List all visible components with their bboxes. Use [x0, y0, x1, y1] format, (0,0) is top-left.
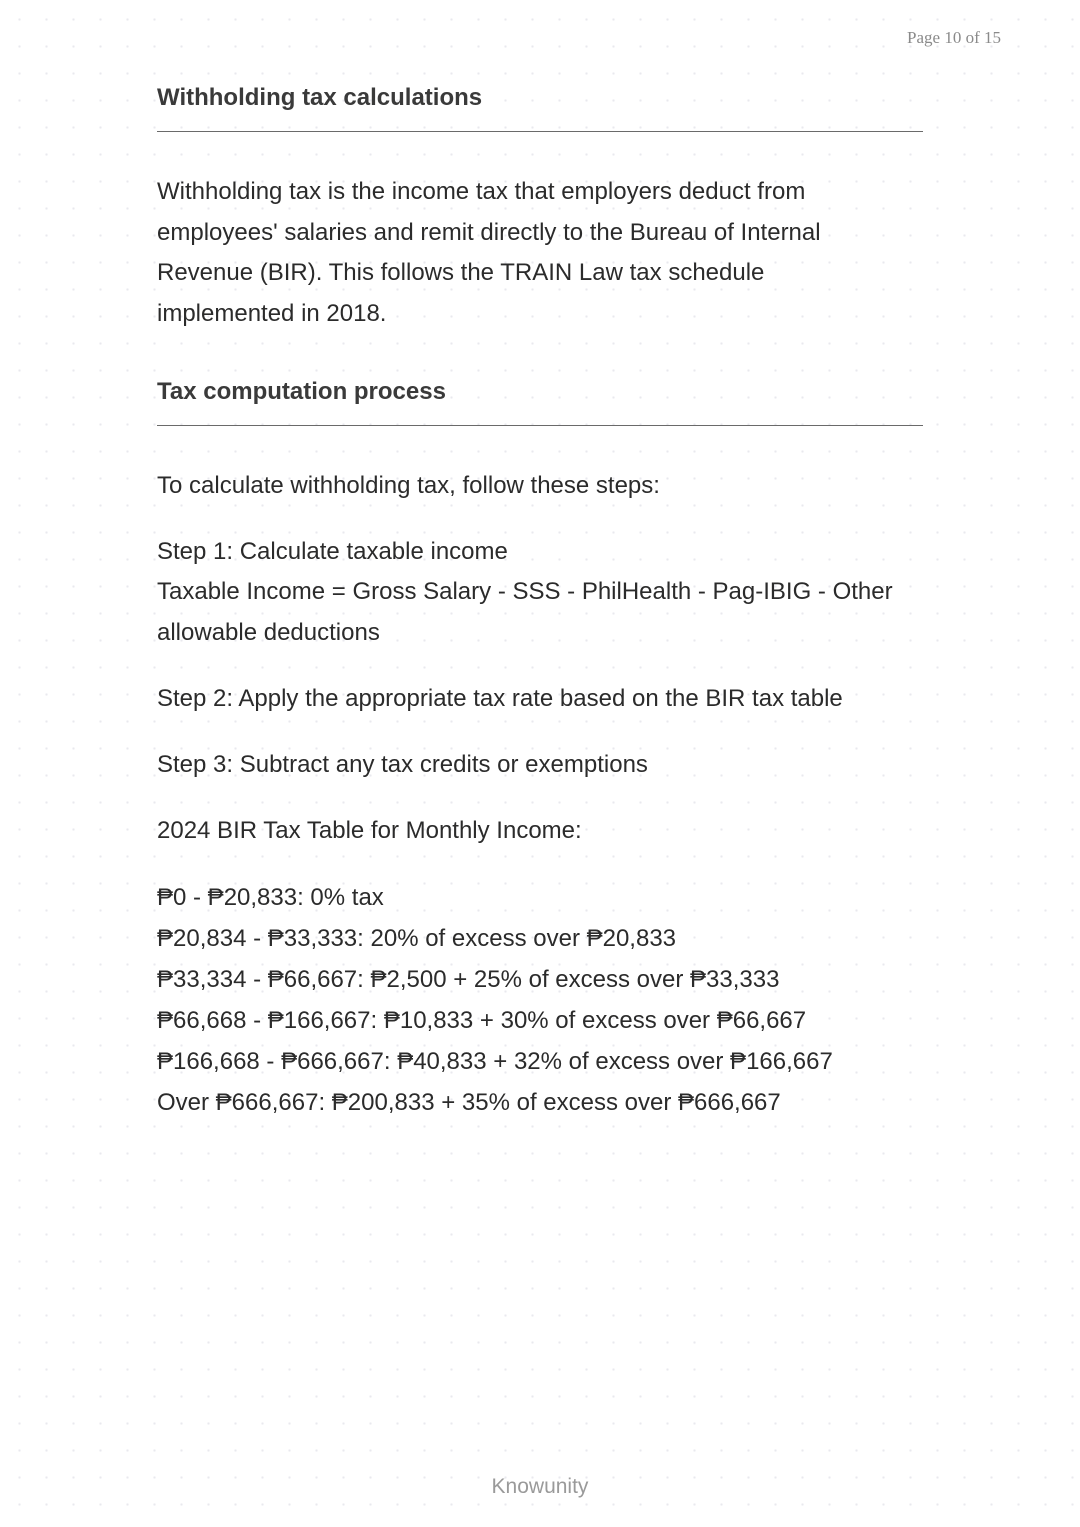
tax-bracket: ₱166,668 - ₱666,667: ₱40,833 + 32% of excess over ₱166,667 [157, 1048, 833, 1075]
heading-divider [157, 425, 923, 426]
steps-intro: To calculate withholding tax, follow these steps: [157, 472, 660, 499]
tax-table-title: 2024 BIR Tax Table for Monthly Income: [157, 817, 582, 844]
step1-title: Step 1: Calculate taxable income [157, 538, 508, 565]
section-heading-withholding: Withholding tax calculations [157, 84, 483, 111]
page-number: Page 10 of 15 [907, 28, 1001, 47]
step1-formula: Taxable Income = Gross Salary - SSS - PhilHealth - Pag-IBIG - Other allowable deductions [157, 578, 893, 646]
section-heading-tax-computation: Tax computation process [157, 378, 446, 405]
tax-bracket: ₱33,334 - ₱66,667: ₱2,500 + 25% of excess over ₱33,333 [157, 966, 780, 993]
step2-text: Step 2: Apply the appropriate tax rate based on the BIR tax table [157, 685, 843, 712]
withholding-description: Withholding tax is the income tax that employers deduct from employees' salaries and remit directly to the Bureau of Internal Revenue (BIR). This follows the TRAIN Law tax schedule implemented in 2018. [157, 178, 821, 327]
footer-brand: Knowunity [491, 1475, 589, 1498]
heading-divider [157, 131, 923, 132]
tax-bracket-list [157, 877, 923, 1123]
tax-bracket: Over ₱666,667: ₱200,833 + 35% of excess over ₱666,667 [157, 1089, 781, 1116]
step3-text: Step 3: Subtract any tax credits or exemptions [157, 751, 648, 778]
tax-bracket: ₱0 - ₱20,833: 0% tax [157, 884, 384, 911]
tax-bracket: ₱66,668 - ₱166,667: ₱10,833 + 30% of excess over ₱66,667 [157, 1007, 807, 1034]
tax-bracket: ₱20,834 - ₱33,333: 20% of excess over ₱20,833 [157, 925, 677, 952]
